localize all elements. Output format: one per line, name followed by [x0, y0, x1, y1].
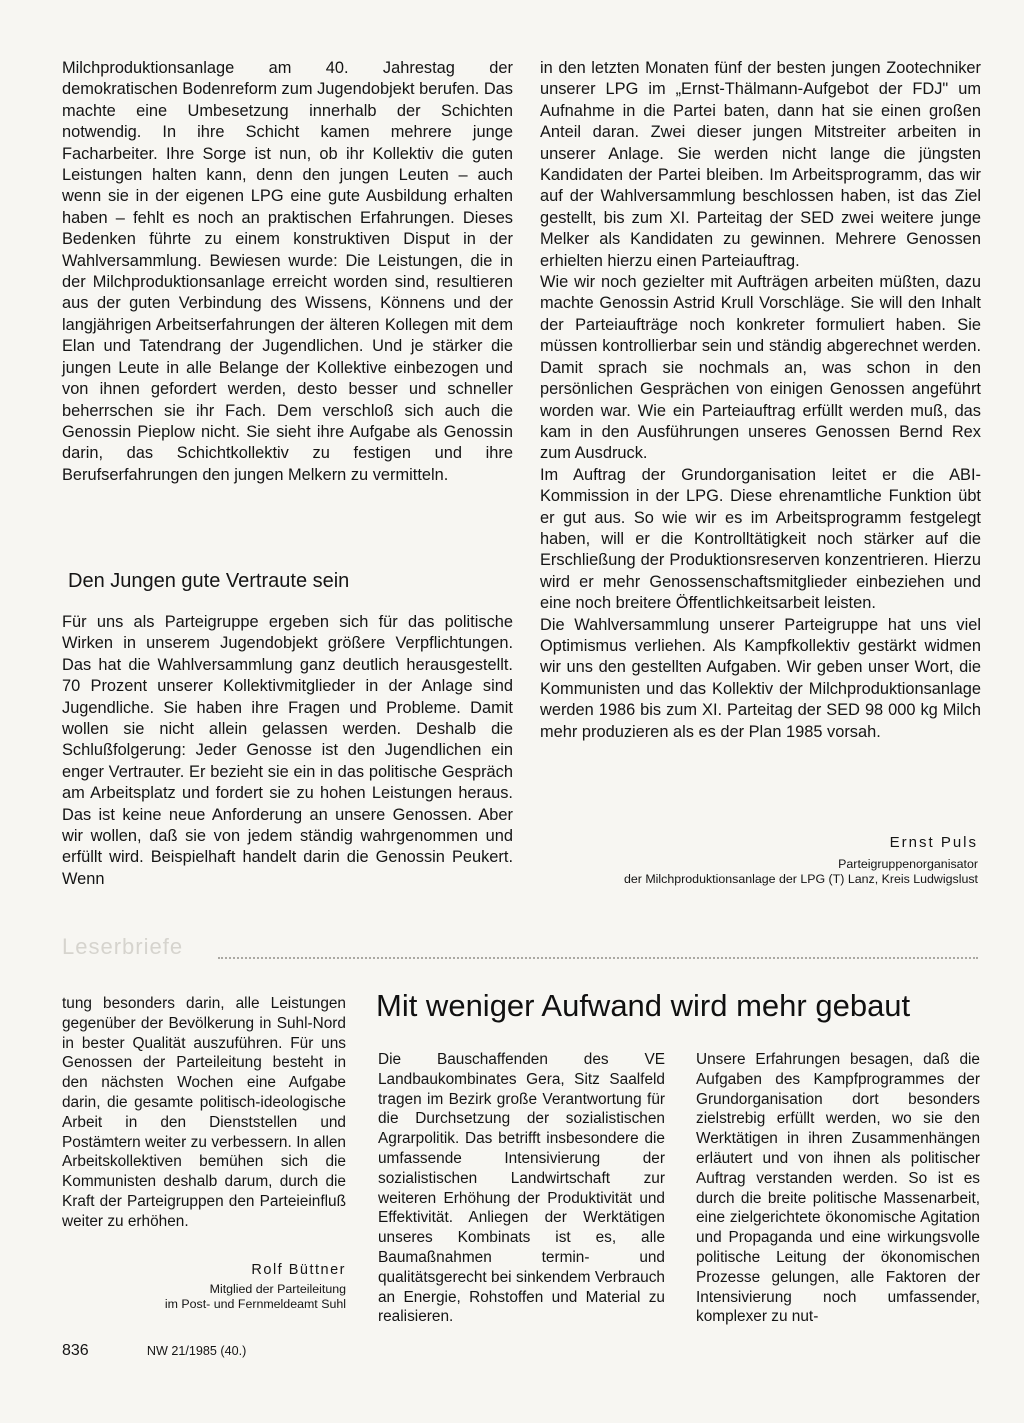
article-1-left-column — [62, 58, 513, 486]
article-3-column-2 — [696, 1050, 980, 1327]
author-role: Parteigruppenorganisator — [838, 857, 978, 871]
article-1-paragraph: Im Auftrag der Grundorganisation leitet er die ABI-Kommission in der LPG. Diese ehrenamtliche Funktion übt er gut aus. So wie wir es im Arbeitsprogramm festgelegt haben, will er die Kontrolltätigkeit noch stärker auf die Erschließung der Produktionsreserven konzentrieren. Hierzu wird er mehr Genossenschaftsmitglieder einbeziehen und eine noch breitere Öffentlichkeitsarbeit leisten. — [540, 465, 981, 613]
author-name: Ernst Puls — [889, 834, 978, 851]
article-1-paragraph: Milchproduktionsanlage am 40. Jahrestag der demokratischen Bodenreform zum Jugendobjekt berufen. Das machte eine Umbesetzung innerhalb der Schichten notwendig. In ihre Schicht kamen mehrere junge Facharbeiter. Ihre Sorge ist nun, ob ihr Kollektiv die guten Leistungen halten kann, denn den jungen Leuten – auch wenn sie in der eigenen LPG eine gute Ausbildung erhalten haben – fehlt es noch an praktischen Erfahrungen. Dieses Bedenken führte zu einem konstruktiven Disput in der Wahlversammlung. Bewiesen wurde: Die Leistungen, die in der Milchproduktionsanlage erreicht worden sind, resultieren aus der guten Verbindung des Wissens, Könnens und der langjährigen Arbeitserfahrungen der älteren Kollegen mit dem Elan und Tatendrang der Jugendlichen. Und je stärker die jungen Leute in alle Belange der Kollektive einbezogen und von ihnen gefordert werden, desto besser und schneller beherrschen sie ihr Fach. Dem verschloß sich auch die Genossin Pieplow nicht. Sie sieht ihre Aufgabe als Genossin darin, das Schichtkollektiv zu festigen und ihre Berufserfahrungen den jungen Melkern zu vermitteln. — [62, 59, 513, 484]
article-3-paragraph: Unsere Erfahrungen besagen, daß die Aufgaben des Kampfprogrammes der Grundorganisation dort besonders zielstrebig erfüllt werden, wo sie den Werktätigen in ihren Zusammenhängen erläutert und von ihnen als politischer Auftrag verstanden werden. So ist es durch die breite politische Massenarbeit, eine zielgerichtete ökonomische Agitation und Propaganda und eine wirkungsvolle politische Leitung der ökonomischen Prozesse gelungen, alle Faktoren der Intensivierung noch umfassender, komplexer zu nut- — [696, 1051, 980, 1326]
article-1-paragraph: Wie wir noch gezielter mit Aufträgen arbeiten müßten, dazu machte Genossin Astrid Krull Vorschläge. Sie will den Inhalt der Parteiaufträge noch konkreter formuliert haben. Sie müssen kontrollierbar sein und ständig abgerechnet werden. Damit sprach sie nochmals an, was schon in den persönlichen Gesprächen von einigen Genossen angeführt worden war. Wie ein Parteiauftrag erfüllt werden muß, das kam in den Ausführungen unseres Genossen Bernd Rex zum Ausdruck. — [540, 273, 981, 463]
author-affiliation: im Post- und Fernmeldeamt Suhl — [164, 1297, 346, 1311]
issue-label: NW 21/1985 (40.) — [146, 1344, 247, 1358]
author-affiliation: der Milchproduktionsanlage der LPG (T) Lanz, Kreis Ludwigslust — [624, 872, 978, 886]
author-name: Rolf Büttner — [251, 1262, 346, 1278]
article-3-paragraph: Die Bauschaffenden des VE Landbaukombinates Gera, Sitz Saalfeld tragen im Bezirk große Verantwortung für die Durchsetzung der sozialistischen Agrarpolitik. Das betrifft insbesondere die umfassende Intensivierung der sozialistischen Landwirtschaft zur weiteren Erhöhung der Produktivität und Effektivität. Anliegen der Werktätigen unseres Kombinats ist es, alle Baumaßnahmen termin- und qualitätsgerecht bei sinkendem Verbrauch an Energie, Rohstoffen und Material zu realisieren. — [378, 1051, 665, 1326]
page-number: 836 — [62, 1342, 89, 1359]
article-1-right-column — [540, 58, 981, 743]
article-1-paragraph: Die Wahlversammlung unserer Parteigruppe hat uns viel Optimismus verliehen. Als Kampfkollektiv gestärkt widmen wir uns den gestellten Aufgaben. Wir geben unser Wort, die Kommunisten und das Kollektiv der Milchproduktionsanlage werden 1986 bis zum XI. Parteitag der SED 98 000 kg Milch mehr produzieren als es der Plan 1985 vorsah. — [540, 615, 981, 741]
author-role: Mitglied der Parteileitung — [209, 1282, 346, 1296]
article-3-column-1 — [378, 1050, 665, 1327]
section-divider — [218, 957, 978, 959]
article-1-paragraph: in den letzten Monaten fünf der besten jungen Zootechniker unserer LPG im „Ernst-Thälmann-Aufgebot der FDJ" um Aufnahme in die Partei baten, dann hat sie einen großen Anteil daran. Zwei dieser jungen Mitstreiter arbeiten in unserer Anlage. Sie werden nicht lange die jüngsten Kandidaten der Partei bleiben. Im Arbeitsprogramm, das wir auf der Wahlversammlung beschlossen haben, ist das Ziel gestellt, bis zum XI. Parteitag der SED zwei weitere junge Melker als Kandidaten zu gewinnen. Mehrere Genossen erhielten hierzu einen Parteiauftrag. — [540, 59, 981, 270]
article-1-signature — [498, 834, 978, 887]
article-3-headline: Mit weniger Aufwand wird mehr gebaut — [376, 988, 911, 1023]
page-footer — [62, 1342, 246, 1360]
article-1-paragraph: Für uns als Parteigruppe ergeben sich für das politische Wirken in unserem Jugendobjekt größere Verpflichtungen. Das hat die Wahlversammlung ganz deutlich herausgestellt. 70 Prozent unserer Kollektivmitglieder in der Anlage sind Jugendliche. Sie haben ihre Fragen und Probleme. Damit wollen sie nicht allein gelassen werden. Deshalb die Schlußfolgerung: Jeder Genosse ist den Jugendlichen ein enger Vertrauter. Er bezieht sie ein in das politische Gespräch am Arbeitsplatz und fordert sie zu hohen Leistungen heraus. Das ist keine neue Anforderung an unsere Genossen. Aber wir wollen, daß sie von jedem ständig wahrgenommen und erfüllt wird. Beispielhaft handelt darin die Genossin Peukert. Wenn — [62, 613, 513, 888]
article-2-paragraph: tung besonders darin, alle Leistungen gegenüber der Bevölkerung in Suhl-Nord in bester Qualität auszuführen. Für uns Genossen der Parteileitung besteht in den nächsten Wochen eine Aufgabe darin, die gesamte politisch-ideologische Arbeit in den Dienststellen und Postämtern weiter zu verbessern. In allen Arbeitskollektiven bemühen sich die Kommunisten deshalb darum, durch die Kraft der Parteigruppen den Parteieinfluß weiter zu erhöhen. — [62, 995, 346, 1230]
section-label: Leserbriefe — [62, 934, 184, 959]
article-2-signature — [62, 1262, 346, 1312]
article-2-column — [62, 994, 346, 1232]
article-1-subheading: Den Jungen gute Vertraute sein — [68, 570, 350, 592]
